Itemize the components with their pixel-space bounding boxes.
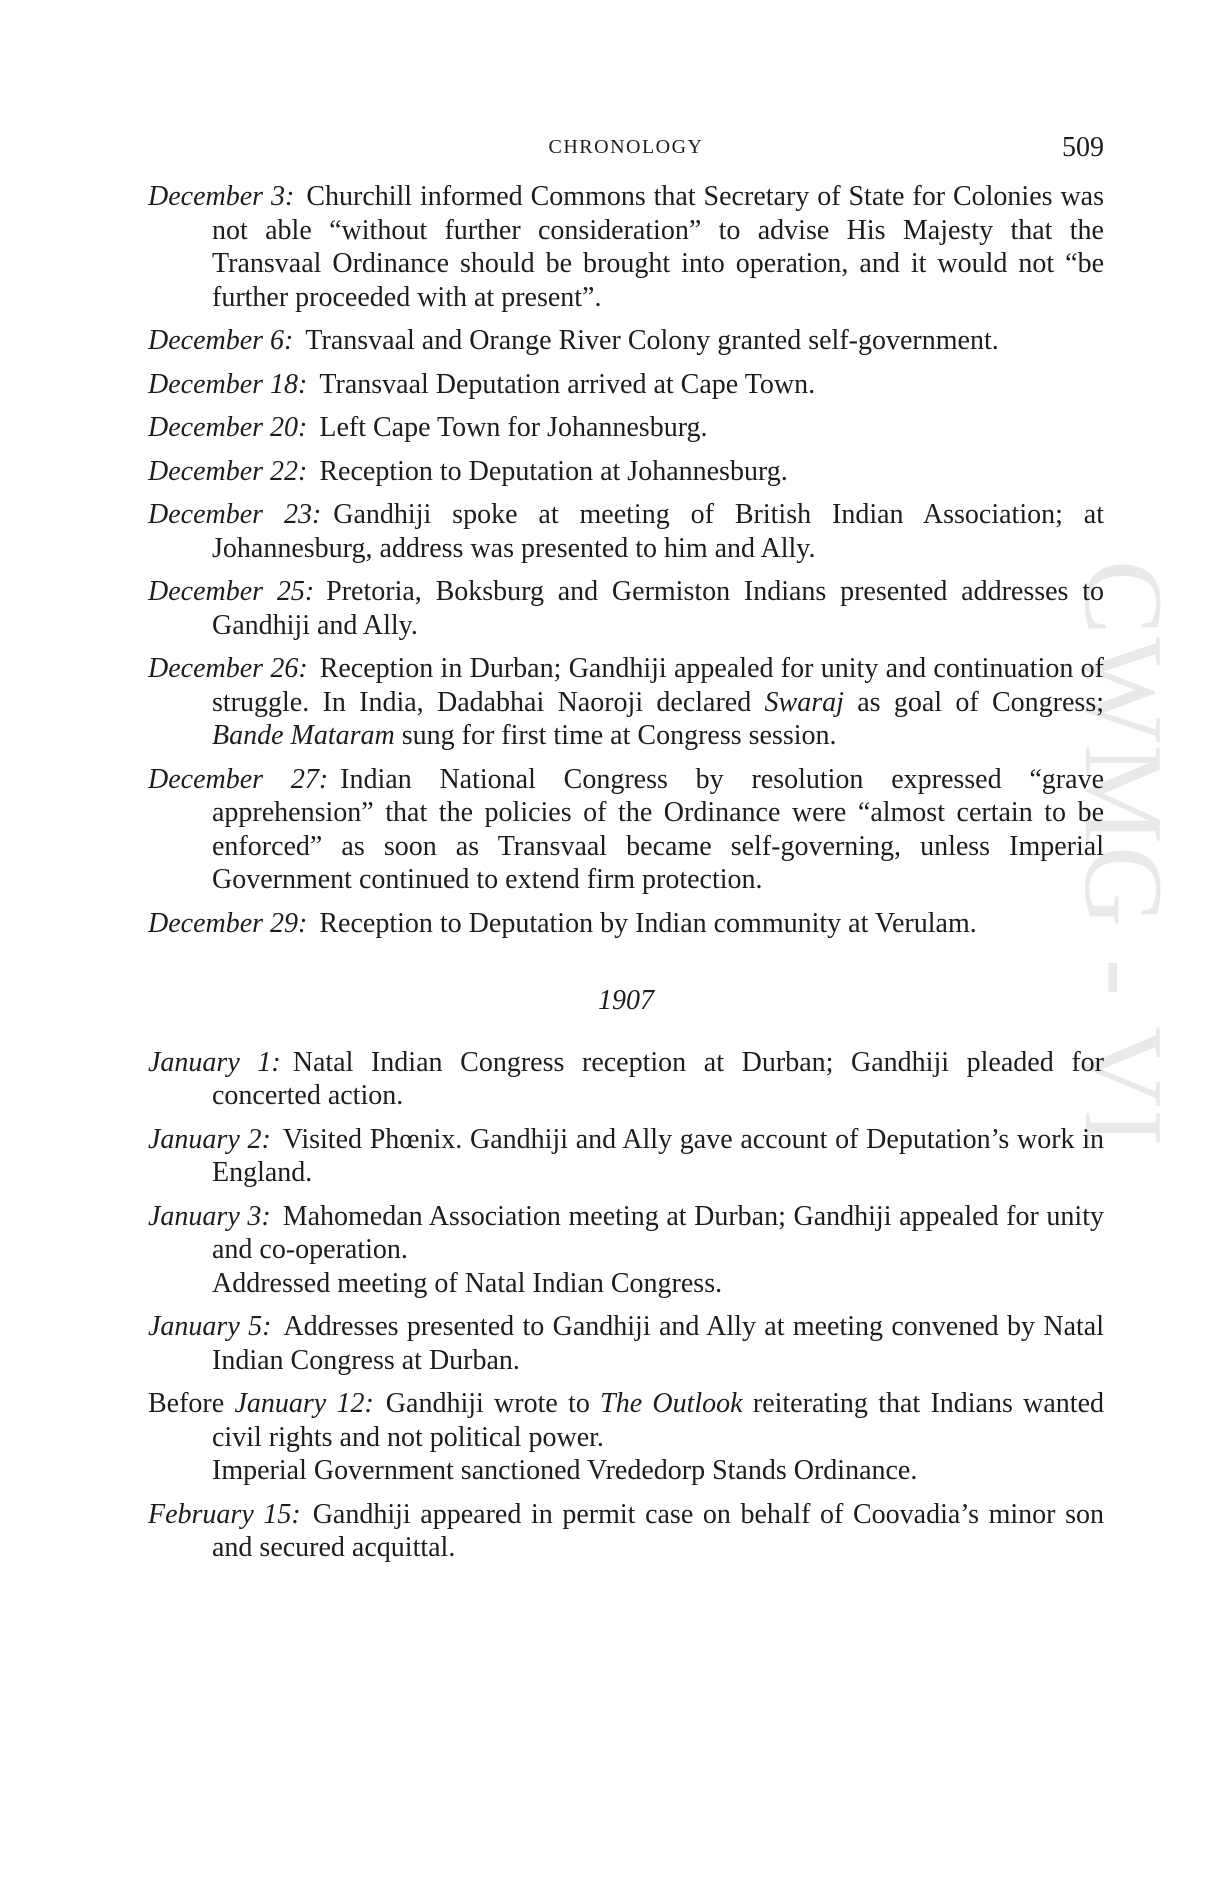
year-heading: 1907 (598, 985, 654, 1016)
entry-date: January 1: (148, 1046, 281, 1078)
entry-text: Reception in Durban; Gandhiji appealed for unity and continuation of struggle. In India, Dadabhai Naoroji declared (212, 653, 1105, 718)
chronology-entry (148, 180, 1104, 314)
watermark-text: CWMG - VI (1061, 560, 1185, 1149)
entry-date: December 22: (148, 455, 308, 487)
entry-emphasis: Swaraj (764, 686, 844, 718)
entry-date: December 27: (148, 763, 329, 795)
chronology-entry (148, 324, 1104, 358)
chronology-entry (148, 763, 1104, 897)
entry-date: December 3: (148, 181, 295, 212)
chronology-entry (148, 368, 1104, 402)
entry-text: Gandhiji spoke at meeting of British Indian Association; at Johannesburg, address was presented to him and Ally. (212, 499, 1104, 564)
entry-date: December 25: (148, 576, 315, 607)
entry-date: December 26: (148, 653, 308, 684)
entry-text: Mahomedan Association meeting at Durban; Gandhiji appealed for unity and co-operation. (212, 1200, 1104, 1265)
chronology-entry (148, 575, 1104, 642)
chronology-entry (148, 907, 1104, 941)
entry-date: February 15: (148, 1498, 301, 1530)
entry-date: January 2: (148, 1123, 271, 1155)
entry-date: January 5: (148, 1311, 272, 1342)
entry-date: January 12: (234, 1388, 374, 1419)
entry-text: as goal of Congress; (857, 686, 1104, 718)
entry-text: Pretoria, Boksburg and Germiston Indians presented addresses to Gandhiji and Ally. (212, 576, 1105, 641)
chronology-entry (148, 498, 1104, 565)
chronology-entry (148, 1200, 1104, 1301)
chronology-content (148, 180, 1104, 1575)
entry-date: December 18: (148, 368, 308, 400)
entry-text: Reception to Deputation by Indian community at Verulam. (319, 907, 977, 939)
entry-emphasis: Bande Mataram (212, 720, 395, 751)
entry-emphasis: The Outlook (600, 1388, 743, 1419)
entry-continuation: Imperial Government sanctioned Vrededorp Stands Ordinance. (212, 1455, 918, 1486)
chronology-entry (148, 1123, 1104, 1190)
chronology-entry (148, 455, 1104, 489)
entry-text: Natal Indian Congress reception at Durban; Gandhiji pleaded for concerted action. (212, 1046, 1104, 1111)
entry-text: Gandhiji wrote to (385, 1388, 590, 1419)
entry-prefix: Before (148, 1388, 225, 1419)
entry-text: Indian National Congress by resolution expressed “grave apprehension” that the policies of the Ordinance were “almost certain to be enforced” as soon as Transvaal became self-governing, unless Imperial Government continued to extend firm protection. (212, 763, 1104, 895)
page-header (148, 132, 1104, 172)
entry-text: Transvaal and Orange River Colony granted self-government. (305, 325, 999, 356)
entry-text: Visited Phœnix. Gandhiji and Ally gave account of Deputation’s work in England. (212, 1123, 1105, 1188)
entry-text: Churchill informed Commons that Secretary of State for Colonies was not able “without further consideration” to advise His Majesty that the Transvaal Ordinance should be brought into operation, and it would not “be further proceeded with at present”. (212, 181, 1104, 313)
chronology-entry (148, 1310, 1104, 1377)
entry-date: January 3: (148, 1200, 271, 1232)
entry-date: December 6: (148, 325, 294, 356)
entry-text: reiterating that Indians wanted civil rights and not political power. (212, 1388, 1104, 1453)
chronology-entry (148, 1046, 1104, 1113)
entry-continuation: Addressed meeting of Natal Indian Congress. (212, 1267, 723, 1299)
chronology-entry (148, 411, 1104, 445)
chronology-entry (148, 1387, 1104, 1488)
entry-text: Addresses presented to Gandhiji and Ally at meeting convened by Natal Indian Congress at Durban. (212, 1311, 1104, 1376)
chronology-entry (148, 652, 1104, 753)
entry-text: Left Cape Town for Johannesburg. (319, 412, 708, 443)
entry-text: Transvaal Deputation arrived at Cape Town. (319, 368, 816, 400)
running-head: CHRONOLOGY (548, 136, 704, 158)
chronology-entry (148, 1498, 1104, 1565)
entry-date: December 20: (148, 412, 308, 443)
entry-text: sung for first time at Congress session. (401, 720, 837, 751)
page-number: 509 (1062, 132, 1104, 163)
entry-date: December 29: (148, 907, 308, 939)
entry-text: Gandhiji appeared in permit case on behalf of Coovadia’s minor son and secured acquittal. (212, 1498, 1105, 1563)
entry-text: Reception to Deputation at Johannesburg. (319, 455, 788, 487)
entry-date: December 23: (148, 499, 322, 530)
